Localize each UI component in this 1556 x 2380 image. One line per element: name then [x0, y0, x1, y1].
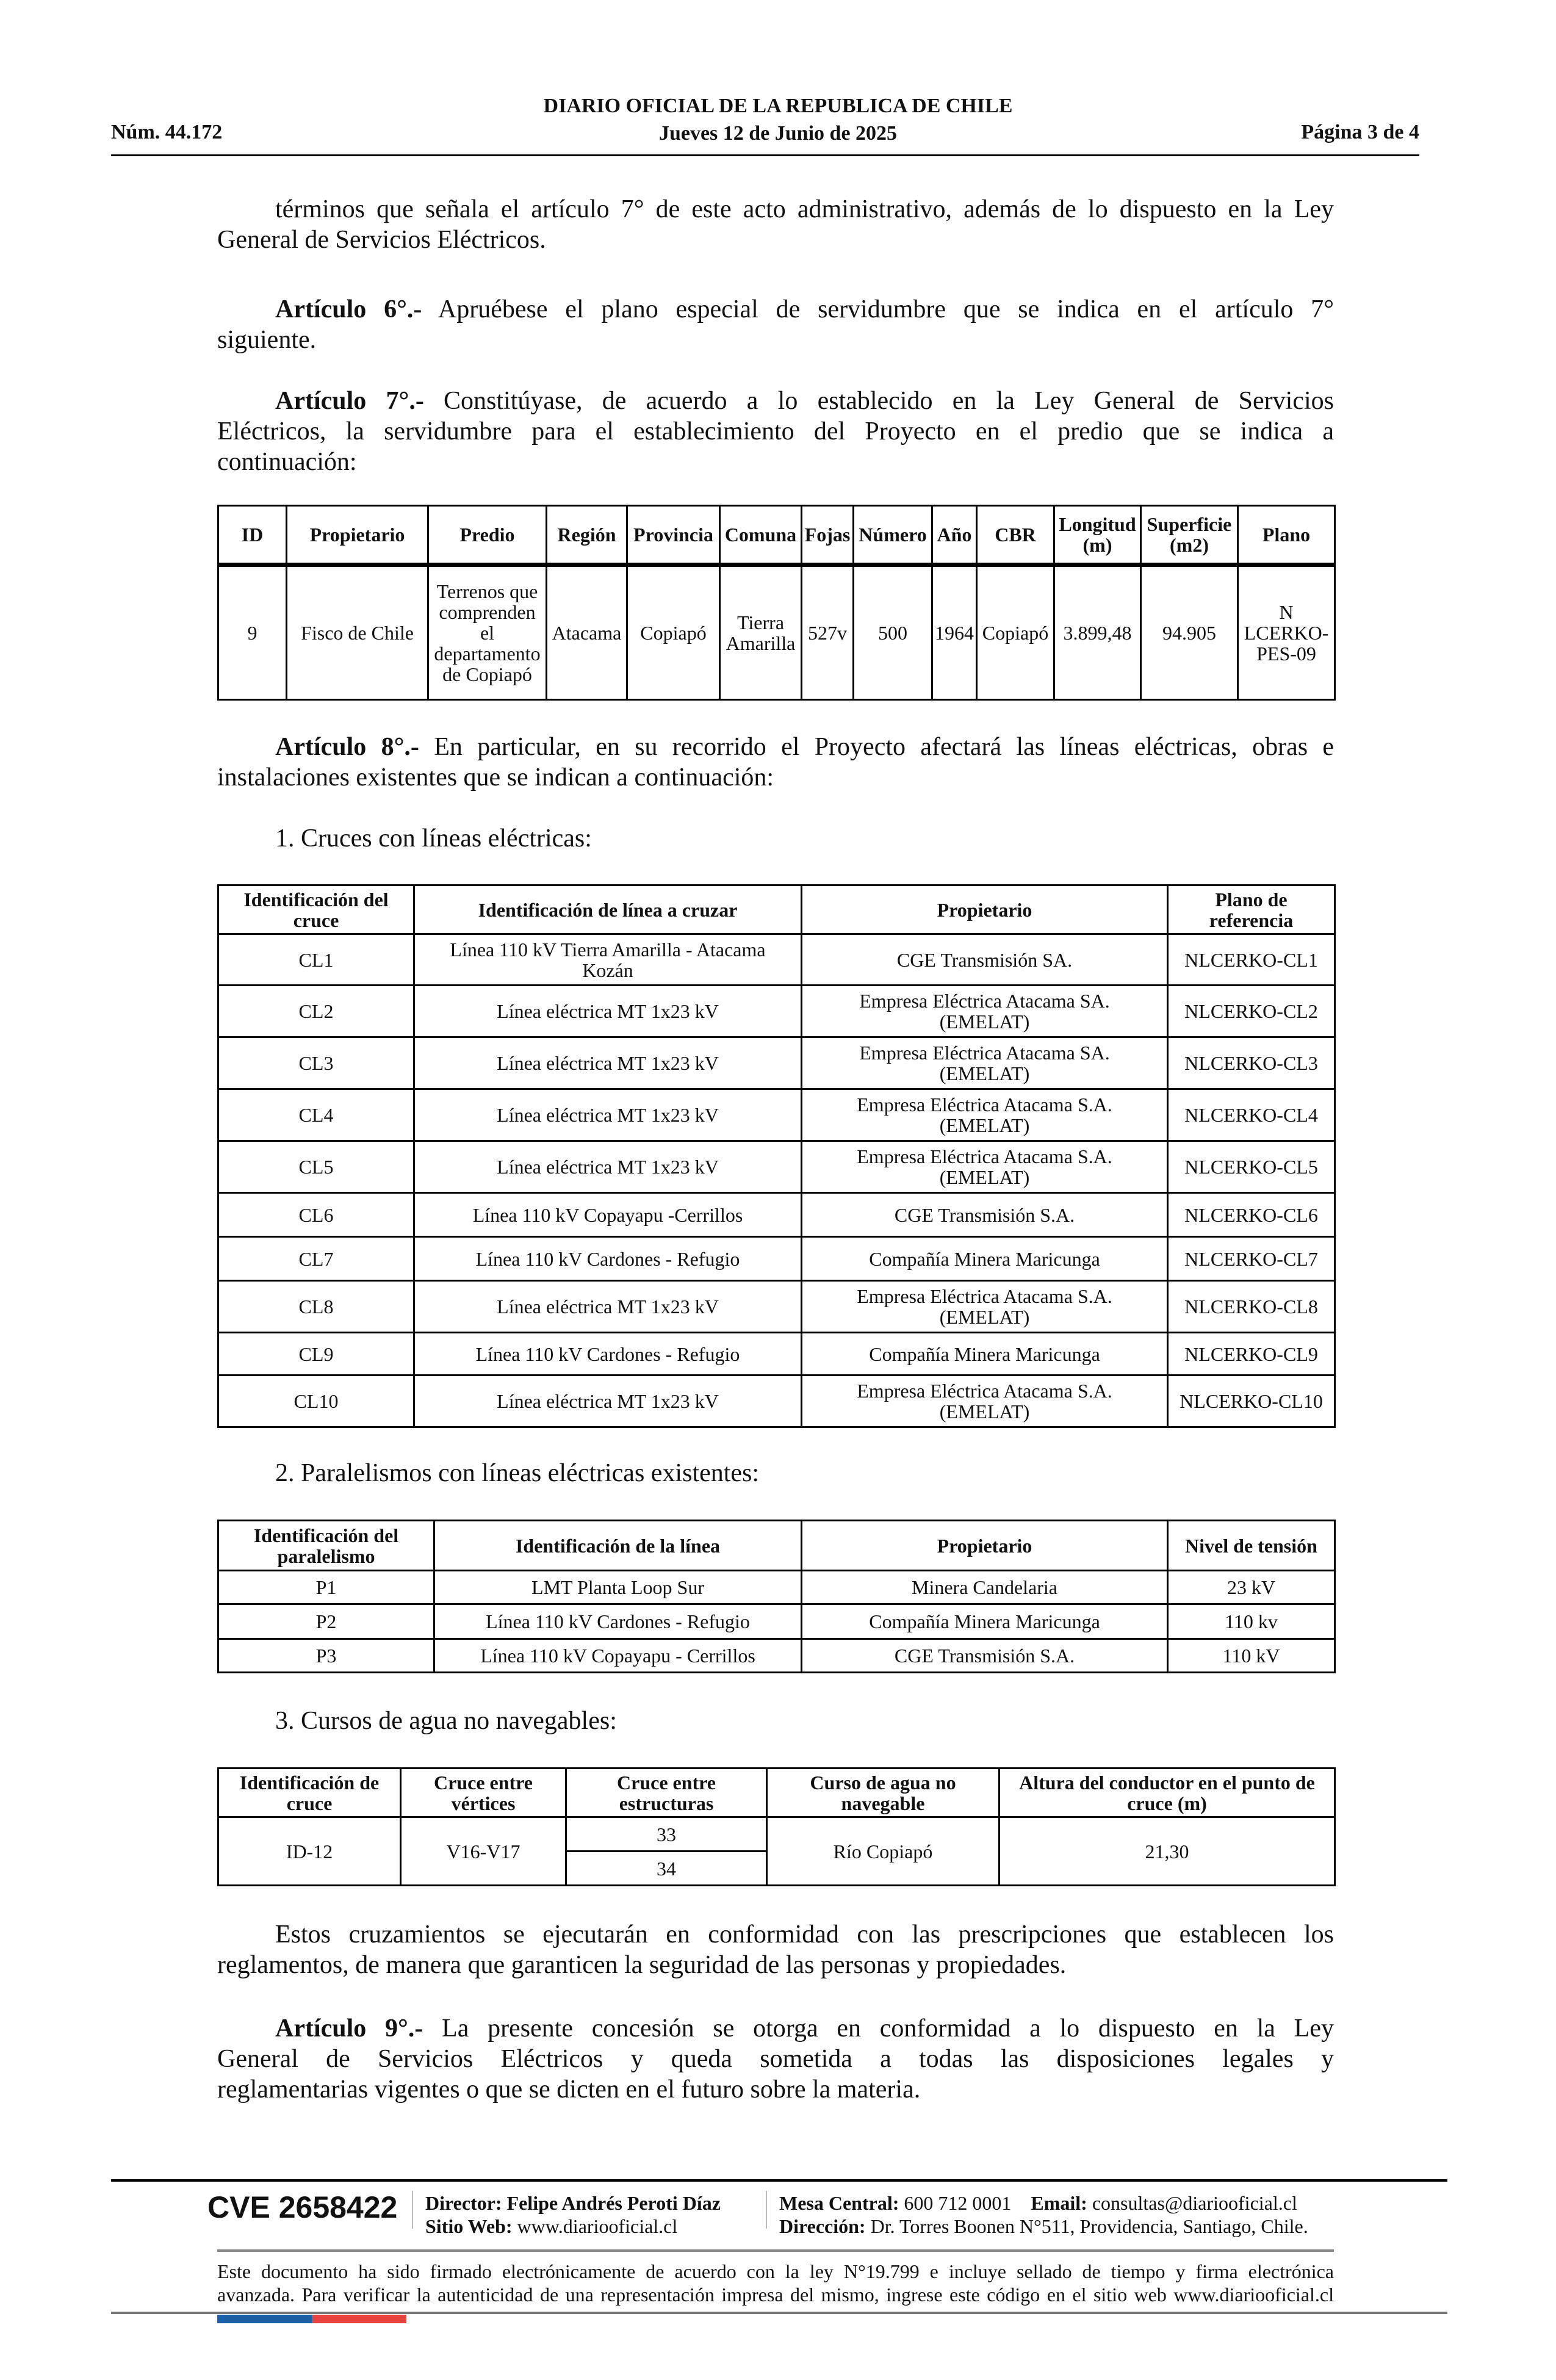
table-cell: Línea eléctrica MT 1x23 kV — [414, 1037, 802, 1089]
header-cell: Predio — [428, 506, 547, 565]
table-row — [218, 1037, 1335, 1089]
table-cell: NLCERKO-CL1 — [1168, 934, 1335, 986]
paralelismos-table — [217, 1520, 1336, 1673]
table-cell: 94.905 — [1141, 565, 1238, 700]
table-cell: Empresa Eléctrica Atacama S.A. (EMELAT) — [802, 1141, 1168, 1193]
table-cell: Línea 110 kV Cardones - Refugio — [414, 1333, 802, 1376]
paragraph-line — [217, 194, 1334, 225]
paragraph-text: Estos cruzamientos se ejecutarán en conformidad con las prescripciones que establecen los — [275, 1920, 1334, 1949]
section-cursos-title: 3. Cursos de agua no navegables: — [275, 1707, 617, 1735]
cell-altura: 21,30 — [1000, 1817, 1335, 1886]
article-label: Artículo 9°.- — [275, 2014, 423, 2043]
table-cell: Compañía Minera Maricunga — [802, 1604, 1168, 1639]
paragraph-text: La presente concesión se otorga en conformidad a lo dispuesto en la Ley — [442, 2014, 1334, 2043]
paragraph-text: reglamentarias vigentes o que se dicten en el futuro sobre la materia. — [217, 2075, 921, 2104]
header-rule — [111, 154, 1419, 156]
header-cell: Plano de referencia — [1168, 885, 1335, 934]
table-row — [218, 1639, 1335, 1673]
table-cell: Compañía Minera Maricunga — [802, 1333, 1168, 1376]
table-row — [218, 986, 1335, 1037]
table-cell: CL9 — [218, 1333, 414, 1376]
table-cell: CL5 — [218, 1141, 414, 1193]
table-cell: Línea 110 kV Cardones - Refugio — [414, 1237, 802, 1281]
table-row — [218, 1281, 1335, 1333]
table-cell: NLCERKO-CL3 — [1168, 1037, 1335, 1089]
header-cell: ID — [218, 506, 287, 565]
address-label: Dirección: — [779, 2215, 866, 2237]
table-cell: 9 — [218, 565, 287, 700]
table-cell: CL8 — [218, 1281, 414, 1333]
table-cell: CGE Transmisión S.A. — [802, 1193, 1168, 1237]
table-cell: Línea 110 kV Copayapu - Cerrillos — [434, 1639, 802, 1673]
header-cell: Identificación del paralelismo — [218, 1521, 434, 1571]
table-cell: Empresa Eléctrica Atacama SA. (EMELAT) — [802, 1037, 1168, 1089]
table-cell: NLCERKO-CL9 — [1168, 1333, 1335, 1376]
disclaimer-line: Este documento ha sido firmado electrónicamente de acuerdo con la ley N°19.799 e incluye sellado de tiempo y firma electrónica — [217, 2260, 1334, 2282]
header-cell: Superficie (m2) — [1141, 506, 1238, 565]
paragraph-line — [217, 1919, 1334, 1950]
table-cell: CL2 — [218, 986, 414, 1037]
article-7 — [217, 386, 1334, 477]
header-cell: Fojas — [802, 506, 854, 565]
table-cell: CL10 — [218, 1376, 414, 1427]
table-cell: Línea 110 kV Cardones - Refugio — [434, 1604, 802, 1639]
table-cell: Compañía Minera Maricunga — [802, 1237, 1168, 1281]
table-cell: 110 kv — [1168, 1604, 1335, 1639]
paragraph-line — [217, 2044, 1334, 2074]
bottom-rule — [111, 2312, 1447, 2314]
header-cell: Altura del conductor en el punto de cruce (m) — [1000, 1769, 1335, 1817]
email-link[interactable]: consultas@diariooficial.cl — [1092, 2192, 1297, 2214]
footer-contact — [779, 2191, 1308, 2238]
header-cell: Identificación de la línea — [434, 1521, 802, 1571]
paragraph-line — [217, 225, 1334, 255]
flag-red-stripe — [312, 2315, 406, 2323]
footer-director — [425, 2191, 721, 2238]
table-cell: P3 — [218, 1639, 434, 1673]
table-cell: LMT Planta Loop Sur — [434, 1571, 802, 1604]
footer-rule — [111, 2179, 1447, 2182]
cursos-table — [217, 1767, 1336, 1886]
table-cell: CL4 — [218, 1089, 414, 1141]
page-number: Página 3 de 4 — [1301, 121, 1419, 143]
paragraph-line — [217, 294, 1334, 325]
table-cell: Empresa Eléctrica Atacama S.A. (EMELAT) — [802, 1281, 1168, 1333]
cruces-table — [217, 884, 1336, 1428]
intro-paragraph — [217, 194, 1334, 255]
table-cell: Línea eléctrica MT 1x23 kV — [414, 986, 802, 1037]
table-row — [218, 1141, 1335, 1193]
header-cell: Nivel de tensión — [1168, 1521, 1335, 1571]
table-cell: Copiapó — [977, 565, 1054, 700]
phone-label: Mesa Central: — [779, 2192, 899, 2214]
header-cell: Longitud (m) — [1054, 506, 1141, 565]
header-cell: Identificación de cruce — [218, 1769, 401, 1817]
table-row — [218, 565, 1335, 700]
table-row — [218, 1089, 1335, 1141]
paragraph-text: siguiente. — [217, 326, 317, 354]
paragraph-line — [217, 386, 1334, 416]
table-cell: Línea eléctrica MT 1x23 kV — [414, 1141, 802, 1193]
table-cell: NLCERKO-CL6 — [1168, 1193, 1335, 1237]
article-6 — [217, 294, 1334, 355]
paragraph-line — [217, 762, 1334, 793]
table-cell: Tierra Amarilla — [720, 565, 802, 700]
table-cell: Línea eléctrica MT 1x23 kV — [414, 1376, 802, 1427]
table-cell: CL3 — [218, 1037, 414, 1089]
header-cell: Propietario — [287, 506, 428, 565]
paragraph-text: General de Servicios Eléctricos y queda sometida a todas las disposiciones legales y — [217, 2045, 1334, 2073]
email-label: Email: — [1031, 2192, 1087, 2214]
footer-divider — [412, 2191, 413, 2229]
table-cell: 500 — [854, 565, 932, 700]
table-cell: Línea 110 kV Tierra Amarilla - Atacama Kozán — [414, 934, 802, 986]
table-cell: Atacama — [547, 565, 627, 700]
table-row — [218, 1817, 1335, 1852]
table-cell: Minera Candelaria — [802, 1571, 1168, 1604]
header-cell: Provincia — [627, 506, 720, 565]
table-cell: CL6 — [218, 1193, 414, 1237]
table-cell: NLCERKO-CL2 — [1168, 986, 1335, 1037]
table-row — [218, 1604, 1335, 1639]
disclaimer-line: avanzada. Para verificar la autenticidad de una representación impresa del mismo, ingrese este código en el sitio web www.diariooficial.cl — [217, 2284, 1334, 2306]
table-row — [218, 1333, 1335, 1376]
header-cell: Curso de agua no navegable — [767, 1769, 1000, 1817]
flag-blue-stripe — [217, 2315, 312, 2323]
header-cell: Identificación de línea a cruzar — [414, 885, 802, 934]
cell-curso: Río Copiapó — [767, 1817, 1000, 1886]
header-cell: Plano — [1238, 506, 1335, 565]
header-cell: Propietario — [802, 1521, 1168, 1571]
table-cell: CL1 — [218, 934, 414, 986]
cve-code: CVE 2658422 — [207, 2190, 398, 2224]
closing-paragraph — [217, 1919, 1334, 1980]
address: Dr. Torres Boonen N°511, Providencia, Santiago, Chile. — [870, 2215, 1308, 2237]
web-link[interactable]: www.diariooficial.cl — [517, 2215, 678, 2237]
header-cell: Identificación del cruce — [218, 885, 414, 934]
header-cell: Cruce entre vértices — [401, 1769, 566, 1817]
table-cell: Terrenos que comprenden el departamento de Copiapó — [428, 565, 547, 700]
table-cell: NLCERKO-CL8 — [1168, 1281, 1335, 1333]
table-cell: P2 — [218, 1604, 434, 1639]
cell-estructura-a: 33 — [566, 1817, 767, 1852]
table-row — [218, 1193, 1335, 1237]
table-cell: CGE Transmisión SA. — [802, 934, 1168, 986]
table-cell: P1 — [218, 1571, 434, 1604]
table-cell: CL7 — [218, 1237, 414, 1281]
table-row — [218, 934, 1335, 986]
paragraph-text: términos que señala el artículo 7° de este acto administrativo, además de lo dispuesto en la Ley — [275, 195, 1334, 223]
table-cell: 1964 — [932, 565, 977, 700]
article-9 — [217, 2013, 1334, 2105]
table-header-row — [218, 1521, 1335, 1571]
paragraph-text: continuación: — [217, 448, 357, 476]
table-cell: Fisco de Chile — [287, 565, 428, 700]
issue-date: Jueves 12 de Junio de 2025 — [658, 122, 898, 145]
table-cell: 3.899,48 — [1054, 565, 1141, 700]
paragraph-text: Eléctricos, la servidumbre para el establecimiento del Proyecto en el predio que se indica a — [217, 417, 1334, 445]
header-cell: Número — [854, 506, 932, 565]
table-row — [218, 1376, 1335, 1427]
header-cell: Año — [932, 506, 977, 565]
table-cell: NLCERKO-CL5 — [1168, 1141, 1335, 1193]
header-cell: Propietario — [802, 885, 1168, 934]
table-cell: Empresa Eléctrica Atacama SA. (EMELAT) — [802, 986, 1168, 1037]
article-label: Artículo 8°.- — [275, 733, 419, 761]
table-cell: Empresa Eléctrica Atacama S.A. (EMELAT) — [802, 1376, 1168, 1427]
phone: 600 712 0001 — [904, 2192, 1012, 2214]
table-header-row — [218, 885, 1335, 934]
paragraph-line — [217, 732, 1334, 762]
footer-inner-rule — [217, 2249, 1334, 2252]
table-cell: Copiapó — [627, 565, 720, 700]
table-cell: N LCERKO- PES-09 — [1238, 565, 1335, 700]
table-row — [218, 1571, 1335, 1604]
footer-disclaimer — [217, 2260, 1334, 2306]
issue-number: Núm. 44.172 — [111, 121, 223, 143]
table-cell: Línea eléctrica MT 1x23 kV — [414, 1281, 802, 1333]
table-row — [218, 1237, 1335, 1281]
predio-table — [217, 505, 1336, 701]
table-cell: NLCERKO-CL10 — [1168, 1376, 1335, 1427]
article-label: Artículo 7°.- — [275, 387, 424, 415]
table-cell: NLCERKO-CL4 — [1168, 1089, 1335, 1141]
article-8 — [217, 732, 1334, 793]
director-label: Director: — [425, 2192, 502, 2214]
cell-estructura-b: 34 — [566, 1852, 767, 1886]
table-cell: 110 kV — [1168, 1639, 1335, 1673]
director-name: Felipe Andrés Peroti Díaz — [506, 2192, 721, 2214]
cell-vertices: V16-V17 — [401, 1817, 566, 1886]
section-paralelismos-title: 2. Paralelismos con líneas eléctricas existentes: — [275, 1459, 760, 1487]
header-cell: Región — [547, 506, 627, 565]
table-cell: 527v — [802, 565, 854, 700]
table-header-row — [218, 506, 1335, 565]
paragraph-line — [217, 416, 1334, 447]
paragraph-text: instalaciones existentes que se indican a continuación: — [217, 763, 774, 792]
paragraph-line — [217, 2013, 1334, 2044]
paragraph-text: General de Servicios Eléctricos. — [217, 226, 546, 254]
article-label: Artículo 6°.- — [275, 295, 422, 323]
table-cell: CGE Transmisión S.A. — [802, 1639, 1168, 1673]
footer-divider — [766, 2191, 767, 2229]
paragraph-line — [217, 1950, 1334, 1980]
section-cruces-title: 1. Cruces con líneas eléctricas: — [275, 824, 592, 853]
header-cell: Cruce entre estructuras — [566, 1769, 767, 1817]
paragraph-text: Apruébese el plano especial de servidumbre que se indica en el artículo 7° — [438, 295, 1334, 323]
cell-id: ID-12 — [218, 1817, 401, 1886]
newspaper-title: DIARIO OFICIAL DE LA REPUBLICA DE CHILE — [543, 95, 1013, 117]
paragraph-line — [217, 447, 1334, 477]
table-cell: 23 kV — [1168, 1571, 1335, 1604]
paragraph-line — [217, 2074, 1334, 2105]
paragraph-text: reglamentos, de manera que garanticen la seguridad de las personas y propiedades. — [217, 1951, 1067, 1979]
header-cell: Comuna — [720, 506, 802, 565]
web-label: Sitio Web: — [425, 2215, 513, 2237]
table-cell: Línea eléctrica MT 1x23 kV — [414, 1089, 802, 1141]
table-cell: Línea 110 kV Copayapu -Cerrillos — [414, 1193, 802, 1237]
table-cell: NLCERKO-CL7 — [1168, 1237, 1335, 1281]
paragraph-text: En particular, en su recorrido el Proyecto afectará las líneas eléctricas, obras e — [434, 733, 1334, 761]
paragraph-text: Constitúyase, de acuerdo a lo establecido en la Ley General de Servicios — [444, 387, 1334, 415]
table-cell: Empresa Eléctrica Atacama S.A. (EMELAT) — [802, 1089, 1168, 1141]
paragraph-line — [217, 325, 1334, 355]
header-cell: CBR — [977, 506, 1054, 565]
